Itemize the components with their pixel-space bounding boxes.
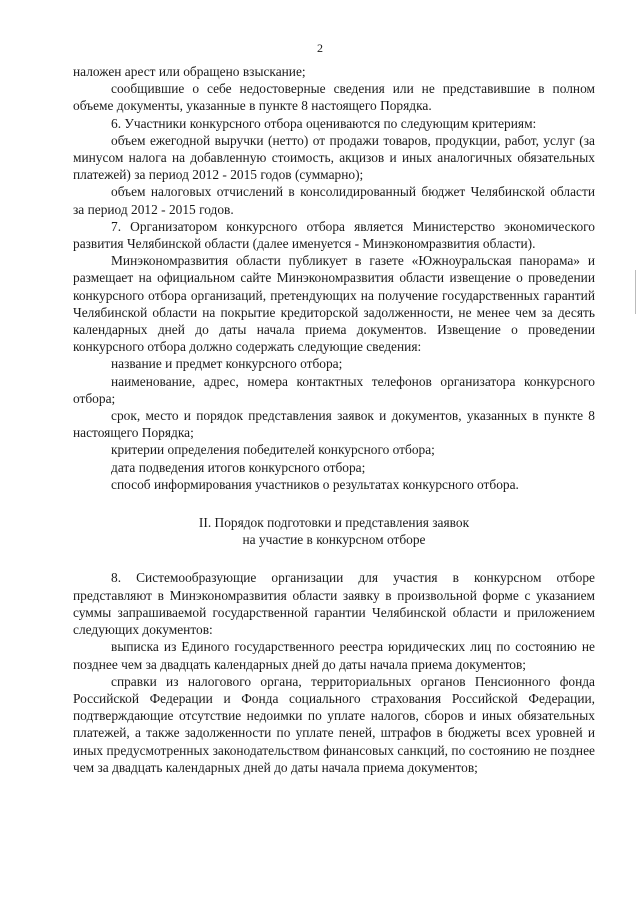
page-number: 2 — [317, 41, 323, 55]
list-item: дата подведения итогов конкурсного отбора; — [111, 459, 366, 475]
paragraph: 7. Организатором конкурсного отбора является Министерство экономического развития Челябинской области (далее именуется - Минэкономразвития области). — [73, 218, 595, 252]
paragraph: объем налоговых отчислений в консолидированный бюджет Челябинской области за период 2012 - 2015 годов. — [73, 184, 595, 217]
section-heading-line: на участие в конкурсном отборе — [242, 532, 426, 548]
section-heading-line: II. Порядок подготовки и представления заявок — [198, 515, 470, 531]
paragraph: 6. Участники конкурсного отбора оцениваются по следующим критериям: — [111, 115, 537, 131]
paragraph: Минэкономразвития области публикует в газете «Южноуральская панорама» и размещает на официальном сайте Минэкономразвития области извещение о проведении конкурсного отбора организаций, претендующих на получение государственных гарантий Челябинской области на покрытие кредиторской задолженности, не менее чем за десять календарных дней до даты начала приема документов. Извещение о проведении конкурсного отбора должно содержать следующие сведения: — [73, 253, 595, 355]
list-item: срок, место и порядок представления заявок и документов, указанных в пункте 8 настоящего Порядка; — [73, 408, 595, 441]
paragraph: сообщившие о себе недостоверные сведения или не представившие в полном объеме документы, указанные в пункте 8 настоящего Порядка. — [73, 81, 595, 114]
document-body — [73, 63, 595, 776]
list-item: название и предмет конкурсного отбора; — [111, 356, 343, 372]
list-item: критерии определения победителей конкурсного отбора; — [111, 442, 435, 458]
list-item: выписка из Единого государственного реестра юридических лиц по состоянию не позднее чем за двадцать календарных дней до даты начала приема документов; — [73, 639, 595, 672]
paragraph: объем ежегодной выручки (нетто) от продажи товаров, продукции, работ, услуг (за минусом налога на добавленную стоимость, акцизов и иных аналогичных обязательных платежей) за период 2012 - 2015 годов (суммарно); — [73, 132, 595, 183]
scan-edge-mark — [635, 270, 636, 314]
paragraph: наложен арест или обращено взыскание; — [73, 64, 306, 79]
section-heading — [73, 514, 595, 548]
list-item: способ информирования участников о результатах конкурсного отбора. — [111, 476, 519, 492]
list-item: справки из налогового органа, территориальных органов Пенсионного фонда Российской Федерации и Фонда социального страхования Российской Федерации, подтверждающие отсутствие недоимки по уплате налогов, сборов и иных обязательных платежей, а также задолженности по уплате пеней, штрафов в бюджеты всех уровней и иных предусмотренных законодательством финансовых санкций, по состоянию не позднее чем за двадцать календарных дней до даты начала приема документов; — [73, 673, 595, 775]
list-item: наименование, адрес, номера контактных телефонов организатора конкурсного отбора; — [73, 373, 595, 406]
paragraph: 8. Системообразующие организации для участия в конкурсном отборе представляют в Минэкономразвития области заявку в произвольной форме с указанием суммы запрашиваемой государственной гарантии Челябинской области и приложением следующих документов: — [73, 570, 595, 638]
